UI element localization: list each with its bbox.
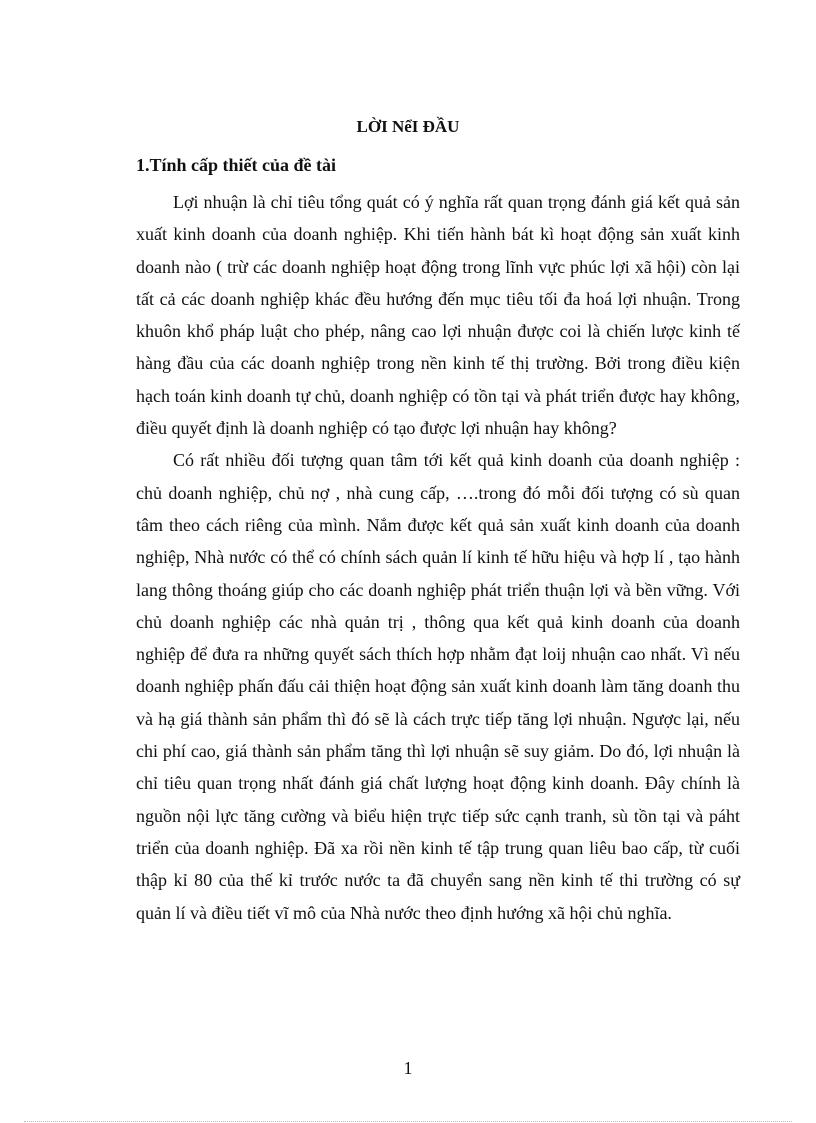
page-number: 1 (403, 1058, 413, 1078)
paragraph: Có rất nhiều đối tượng quan tâm tới kết quả kinh doanh của doanh nghiệp : chủ doanh nghiệp, chủ nợ , nhà cung cấp, ….trong đó mỗi đối tượng có sù quan tâm theo cách riêng của mình. Nắm được kết quả sản xuất kinh doanh của doanh nghiệp, Nhà nước có thể có chính sách quản lí kinh tế hữu hiệu và hợp lí , tạo hành lang thông thoáng giúp cho các doanh nghiệp phát triển thuận lợi và bền vững. Với chủ doanh nghiệp các nhà quản trị , thông qua kết quả kinh doanh của doanh nghiệp để đưa ra những quyết sách thích hợp nhằm đạt loij nhuận cao nhất. Vì nếu doanh nghiệp phấn đấu cải thiện hoạt động sản xuất kinh doanh làm tăng doanh thu và hạ giá thành sản phẩm thì đó sẽ là cách trực tiếp tăng lợi nhuận. Ngược lại, nếu chi phí cao, giá thành sản phẩm tăng thì lợi nhuận sẽ suy giảm. Do đó, lợi nhuận là chỉ tiêu quan trọng nhất đánh giá chất lượng hoạt động kinh doanh. Đây chính là nguồn nội lực tăng cường và biểu hiện trực tiếp sức cạnh tranh, sù tồn tại và páht triển của doanh nghiệp. Đã xa rồi nền kinh tế tập trung quan liêu bao cấp, từ cuối thập kỉ 80 của thế kỉ trước nước ta đã chuyển sang nền kinh tế thi trường có sự quản lí và điều tiết vĩ mô của Nhà nước theo định hướng xã hội chủ nghĩa. (136, 450, 740, 923)
body-text (136, 186, 740, 929)
section-heading: 1.Tính cấp thiết của đề tài (136, 155, 337, 175)
page-bottom-border (24, 1121, 792, 1122)
page-title: LỜI NểI ĐẦU (356, 117, 460, 136)
paragraph: Lợi nhuận là chỉ tiêu tổng quát có ý nghĩa rất quan trọng đánh giá kết quả sản xuất kinh doanh của doanh nghiệp. Khi tiến hành bát kì hoạt động sản xuất kinh doanh nào ( trừ các doanh nghiệp hoạt động trong lĩnh vực phúc lợi xã hội) còn lại tất cả các doanh nghiệp khác đều hướng đến mục tiêu tối đa hoá lợi nhuận. Trong khuôn khổ pháp luật cho phép, nâng cao lợi nhuận được coi là chiến lược kinh tế hàng đầu của các doanh nghiệp trong nền kinh tế thị trường. Bởi trong điều kiện hạch toán kinh doanh tự chủ, doanh nghiệp có tồn tại và phát triển được hay không, điều quyết định là doanh nghiệp có tạo được lợi nhuận hay không? (136, 192, 740, 439)
